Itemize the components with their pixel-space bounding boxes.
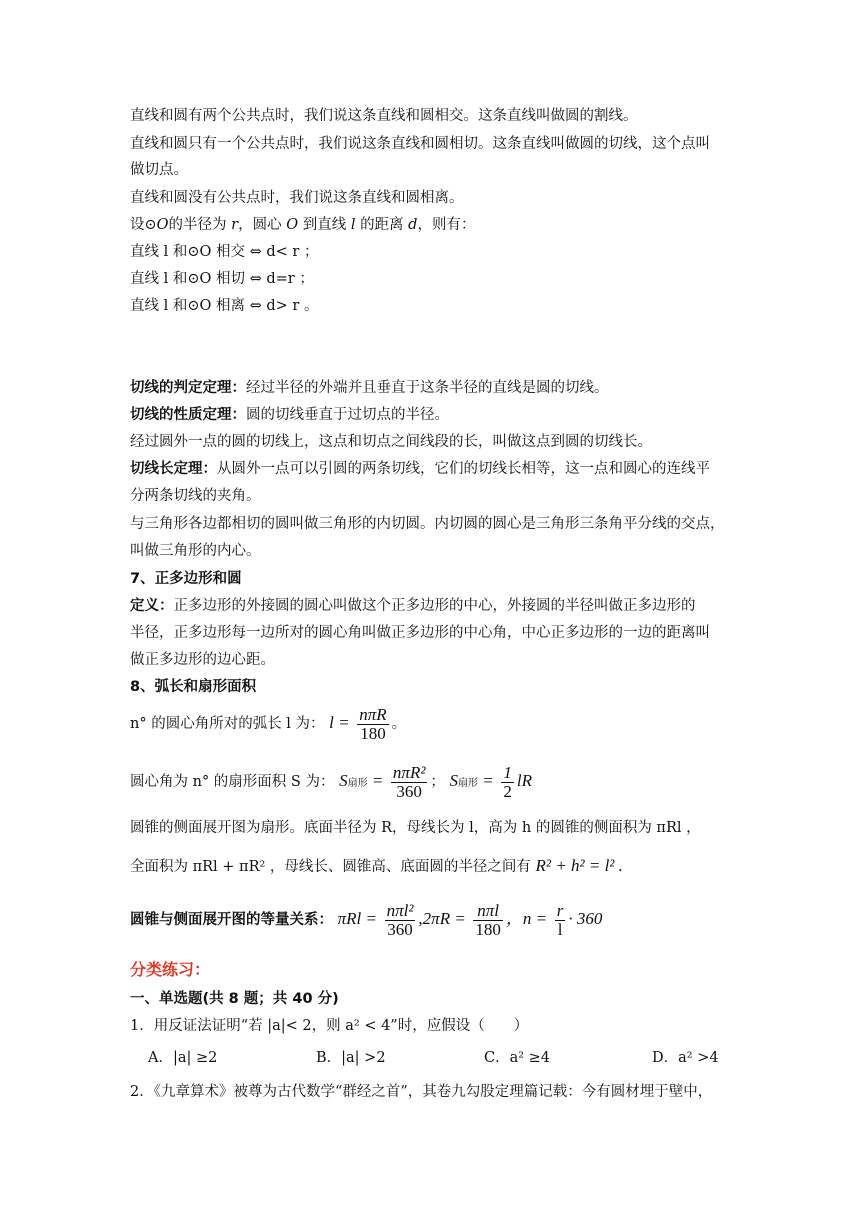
theorem-text: 经过半径的外端并且垂直于这条半径的直线是圆的切线。 bbox=[246, 380, 609, 396]
fraction bbox=[555, 902, 566, 939]
theorem-line bbox=[130, 378, 609, 398]
sector-area-formula bbox=[130, 762, 532, 803]
formula-tail: lR bbox=[516, 771, 532, 790]
text-line: 直线和圆没有公共点时，我们说这条直线和圆相离。 bbox=[130, 190, 464, 206]
fraction bbox=[385, 902, 416, 939]
numerator: 1 bbox=[503, 762, 512, 782]
text-line: 直线和圆有两个公共点时，我们说这条直线和圆相交。这条直线叫做圆的割线。 bbox=[130, 108, 638, 124]
text-line: 半径，正多边形每一边所对的圆心角叫做正多边形的中心角，中心正多边形的一边的距离叫 bbox=[130, 625, 710, 641]
denominator: 180 bbox=[360, 723, 386, 743]
denominator: 360 bbox=[387, 919, 413, 939]
cone-text: 圆锥的侧面展开图为扇形。底面半径为 R，母线长为 l，高为 h 的圆锥的侧面积为 πRl ， bbox=[130, 820, 701, 836]
var-d: d bbox=[408, 217, 418, 233]
formula: ，n = bbox=[505, 909, 548, 928]
text: ； bbox=[430, 774, 445, 790]
text: 圆心角为 n° 的扇形面积 S 为： bbox=[130, 774, 335, 790]
text: 。 bbox=[391, 716, 407, 732]
exercises-title: 分类练习： bbox=[130, 960, 211, 979]
definition-text: 正多边形的外接圆的圆心叫做这个正多边形的中心，外接圆的半径叫做正多边形的 bbox=[173, 598, 696, 614]
text: ，则有： bbox=[417, 217, 476, 233]
formula-s: S扇形 = bbox=[339, 771, 384, 790]
var-o: O bbox=[156, 217, 169, 233]
text-line: 经过圆外一点的圆的切线上，这点和切点之间线段的长，叫做这点到圆的切线长。 bbox=[130, 434, 652, 450]
theorem-label: 切线的判定定理： bbox=[130, 380, 246, 396]
text: 设⊙ bbox=[130, 217, 157, 233]
section-heading: 8、弧长和扇形面积 bbox=[130, 679, 257, 695]
denominator: l bbox=[557, 919, 563, 939]
formula: · 360 bbox=[568, 909, 603, 928]
numerator: r bbox=[556, 900, 564, 920]
theorem-line bbox=[130, 459, 710, 479]
option-a[interactable]: A．|a| ≥2 bbox=[148, 1050, 218, 1066]
var-r: r bbox=[231, 217, 239, 233]
text-line: 与三角形各边都相切的圆叫做三角形的内切圆。内切圆的圆心是三角形三条角平分线的交点， bbox=[130, 516, 725, 532]
var-o: O bbox=[286, 217, 299, 233]
fraction bbox=[357, 706, 388, 743]
fraction bbox=[391, 764, 428, 801]
arc-length-formula bbox=[130, 704, 406, 743]
relation-intersect: 直线 l 和⊙O 相交 ⇔ d< r ； bbox=[130, 244, 319, 260]
fraction bbox=[501, 764, 514, 801]
question-1: 1．用反证法证明“若 |a|< 2，则 a² < 4”时，应假设（ ） bbox=[130, 1018, 529, 1034]
theorem-text: 圆的切线垂直于过切点的半径。 bbox=[246, 407, 449, 423]
theorem-line bbox=[130, 405, 449, 425]
text: 的半径为 bbox=[168, 217, 227, 233]
text-line: 做正多边形的边心距。 bbox=[130, 652, 275, 668]
relation-label: 圆锥与侧面展开图的等量关系： bbox=[130, 912, 333, 928]
text: 全面积为 πRl + πR² ，母线长、圆锥高、底面圆的半径之间有 bbox=[130, 859, 536, 875]
relation-separate: 直线 l 和⊙O 相离 ⇔ d> r 。 bbox=[130, 298, 319, 314]
denominator: 360 bbox=[396, 781, 422, 801]
formula-lhs: l = bbox=[329, 713, 350, 732]
denominator: 2 bbox=[503, 781, 512, 801]
section-heading: 7、正多边形和圆 bbox=[130, 571, 242, 587]
text: 到直线 bbox=[302, 217, 347, 233]
formula-s: S扇形 = bbox=[449, 771, 494, 790]
numerator: nπl bbox=[473, 902, 503, 921]
formula: R² + h² = l² . bbox=[535, 856, 623, 875]
theorem-label: 切线的性质定理： bbox=[130, 407, 246, 423]
cone-text bbox=[130, 856, 623, 877]
question-2: 2．《九章算术》被尊为古代数学“群经之首”，其卷九勾股定理篇记载：今有圆材埋于壁中， bbox=[130, 1084, 713, 1100]
formula: πRl = bbox=[337, 909, 377, 928]
relation-tangent: 直线 l 和⊙O 相切 ⇔ d=r ； bbox=[130, 271, 314, 287]
part-heading: 一、单选题(共 8 题；共 40 分) bbox=[130, 991, 339, 1007]
text-line: 叫做三角形的内心。 bbox=[130, 543, 261, 559]
text: ，圆心 bbox=[238, 217, 282, 233]
text: 的距离 bbox=[360, 217, 404, 233]
numerator: nπR bbox=[359, 704, 387, 724]
text-line: 做切点。 bbox=[130, 162, 188, 178]
definition-label: 定义： bbox=[130, 598, 174, 614]
fraction bbox=[473, 902, 503, 939]
option-d[interactable]: D．a² >4 bbox=[652, 1050, 719, 1066]
text-line: 分两条切线的夹角。 bbox=[130, 488, 261, 504]
radius-definition-line bbox=[130, 215, 475, 235]
definition-line bbox=[130, 596, 696, 616]
numerator: nπR² bbox=[392, 762, 426, 782]
theorem-text: 从圆外一点可以引圆的两条切线，它们的切线长相等，这一点和圆心的连线平 bbox=[217, 461, 710, 477]
option-b[interactable]: B．|a| >2 bbox=[316, 1050, 386, 1066]
text-line: 直线和圆只有一个公共点时，我们说这条直线和圆相切。这条直线叫做圆的切线，这个点叫 bbox=[130, 136, 710, 152]
numerator: nπl² bbox=[386, 900, 414, 920]
denominator: 180 bbox=[475, 919, 501, 939]
var-l: l bbox=[350, 217, 356, 233]
formula: ,2πR = bbox=[418, 909, 466, 928]
option-c[interactable]: C．a² ≥4 bbox=[484, 1050, 551, 1066]
cone-relation bbox=[130, 900, 602, 939]
text: n° 的圆心角所对的弧长 l 为： bbox=[130, 716, 325, 732]
theorem-label: 切线长定理： bbox=[130, 461, 217, 477]
